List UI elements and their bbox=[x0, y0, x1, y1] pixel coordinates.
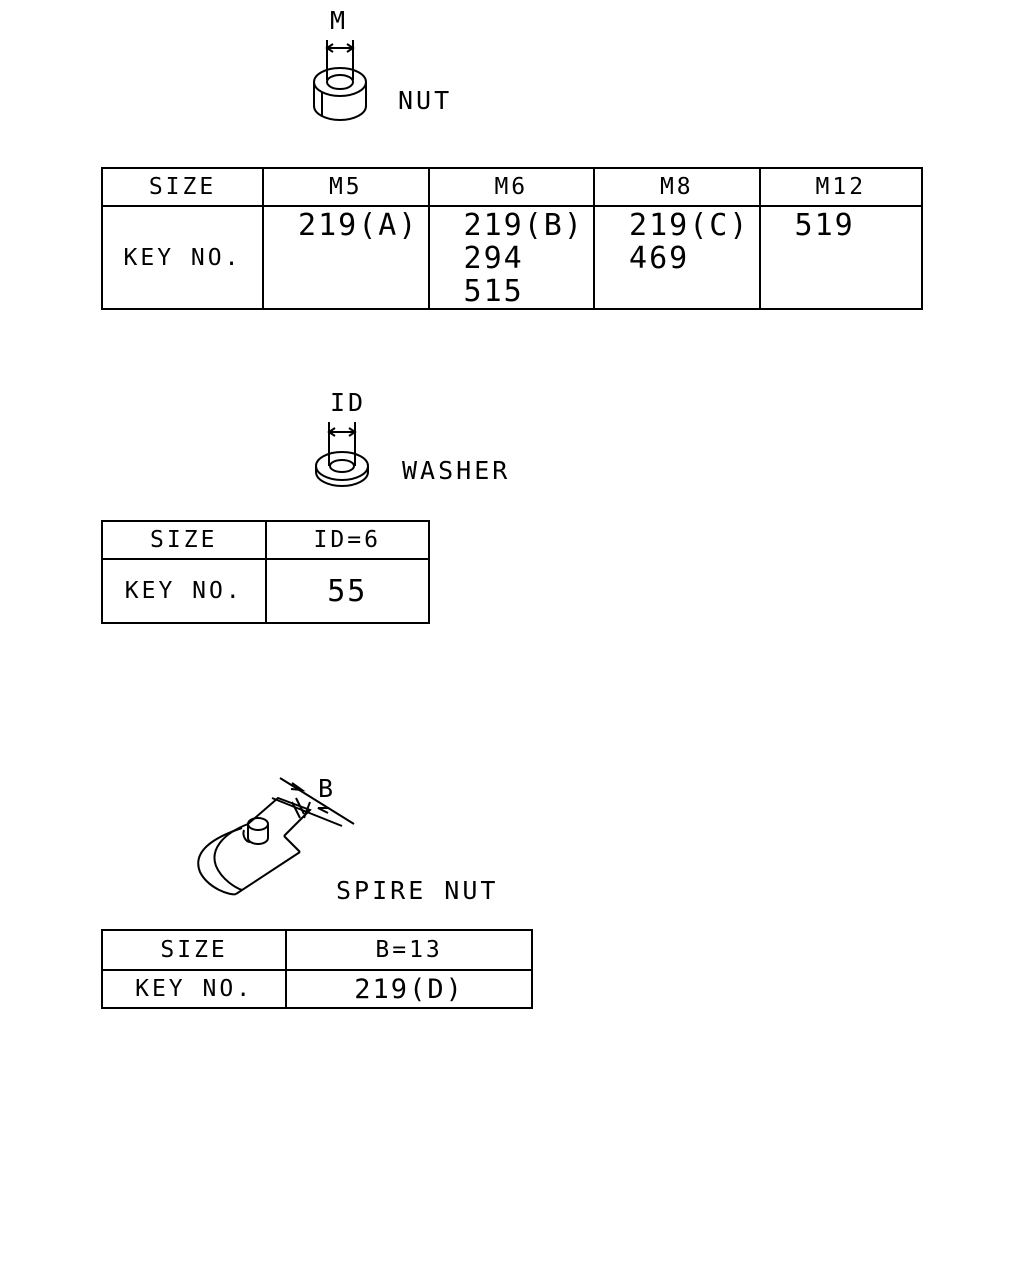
washer-name-label: WASHER bbox=[402, 456, 511, 485]
key-cell-m12 bbox=[760, 206, 922, 309]
size-m8: M8 bbox=[594, 168, 760, 206]
key-number: 219(A) bbox=[298, 208, 419, 243]
washer-size-table bbox=[101, 520, 430, 624]
nut-size-table bbox=[101, 167, 923, 310]
key-cell-spire-nut: 219(D) bbox=[286, 970, 532, 1008]
key-no-header: KEY NO. bbox=[102, 206, 263, 309]
table-row bbox=[102, 206, 922, 309]
key-cell-m8 bbox=[594, 206, 760, 309]
size-header: SIZE bbox=[102, 930, 286, 970]
table-row bbox=[102, 970, 532, 1008]
key-number: 219(B) bbox=[463, 208, 584, 243]
key-cell-washer: 55 bbox=[266, 559, 430, 623]
key-no-header: KEY NO. bbox=[102, 559, 266, 623]
key-number: 219(C) bbox=[629, 208, 750, 243]
spire-nut-dimension-label: B bbox=[318, 774, 337, 803]
key-no-header: KEY NO. bbox=[102, 970, 286, 1008]
key-cell-m6 bbox=[429, 206, 595, 309]
key-cell-m5 bbox=[263, 206, 429, 309]
size-b13: B=13 bbox=[286, 930, 532, 970]
washer-icon bbox=[302, 416, 382, 496]
spire-nut-size-table bbox=[101, 929, 533, 1009]
size-m5: M5 bbox=[263, 168, 429, 206]
table-header-row bbox=[102, 168, 922, 206]
key-number: 469 bbox=[629, 241, 690, 276]
table-header-row bbox=[102, 521, 429, 559]
washer-dimension-label: ID bbox=[330, 388, 367, 417]
table-header-row bbox=[102, 930, 532, 970]
nut-name-label: NUT bbox=[398, 86, 453, 115]
size-m12: M12 bbox=[760, 168, 922, 206]
spire-nut-name-label: SPIRE NUT bbox=[336, 876, 499, 905]
size-header: SIZE bbox=[102, 168, 263, 206]
key-number: 515 bbox=[463, 274, 524, 309]
size-m6: M6 bbox=[429, 168, 595, 206]
key-number: 294 bbox=[463, 241, 524, 276]
size-id6: ID=6 bbox=[266, 521, 430, 559]
key-number: 519 bbox=[794, 208, 855, 243]
nut-dimension-label: M bbox=[330, 6, 349, 35]
size-header: SIZE bbox=[102, 521, 266, 559]
table-row bbox=[102, 559, 429, 623]
nut-icon bbox=[300, 34, 380, 124]
